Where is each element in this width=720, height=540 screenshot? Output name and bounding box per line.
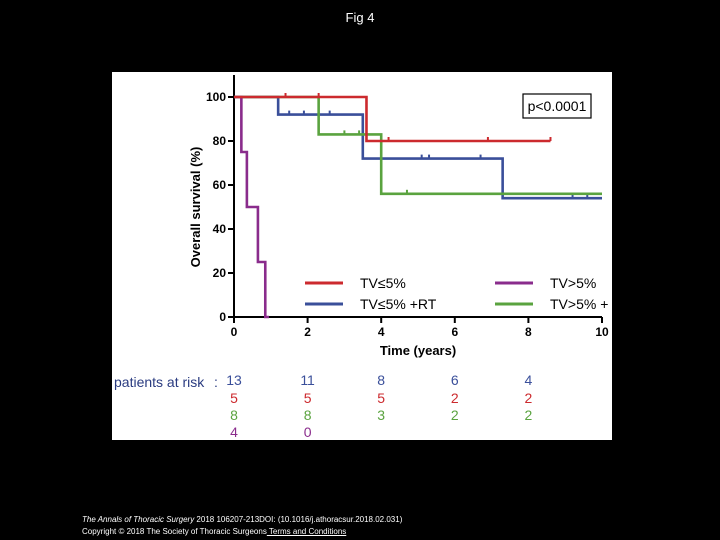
journal-name: The Annals of Thoracic Surgery <box>82 515 195 524</box>
legend-label: TV>5% <box>550 275 597 291</box>
risk-count: 2 <box>450 390 459 406</box>
y-tick-label: 20 <box>212 266 226 280</box>
risk-count: 8 <box>230 407 238 423</box>
y-tick-label: 80 <box>212 134 226 148</box>
risk-table-label: patients at risk <box>114 374 205 390</box>
x-axis-title: Time (years) <box>379 343 457 358</box>
y-tick-label: 60 <box>212 178 226 192</box>
copyright-line <box>82 526 402 538</box>
citation-text: 2018 106207-213DOI: (10.1016/j.athoracsur.2018.02.031) <box>194 515 403 524</box>
y-tick-label: 100 <box>205 90 226 104</box>
copyright-text: Copyright © 2018 The Society of Thoracic Surgeons <box>82 527 267 536</box>
x-tick-label: 10 <box>595 325 609 339</box>
risk-count: 5 <box>303 390 312 406</box>
x-tick-label: 0 <box>230 325 238 339</box>
risk-count: 8 <box>303 407 312 423</box>
risk-count: 2 <box>524 390 533 406</box>
series-line <box>234 97 269 317</box>
p-value-label: p<0.0001 <box>527 98 587 114</box>
survival-chart <box>112 72 631 440</box>
risk-count: 8 <box>377 372 386 388</box>
risk-count: 2 <box>524 407 533 423</box>
figure-title: Fig 4 <box>345 10 375 25</box>
risk-count: 3 <box>377 407 386 423</box>
risk-count: 6 <box>450 372 459 388</box>
footer <box>82 514 402 538</box>
terms-link[interactable]: Terms and Conditions <box>266 527 347 536</box>
risk-count: 4 <box>524 372 533 388</box>
x-tick-label: 2 <box>304 325 311 339</box>
risk-count: 4 <box>230 424 238 440</box>
x-tick-label: 6 <box>451 325 459 339</box>
risk-count: 5 <box>230 390 238 406</box>
y-tick-label: 0 <box>219 310 226 324</box>
risk-count: 0 <box>303 424 312 440</box>
legend-label: TV>5% + RT <box>550 296 631 312</box>
risk-table-separator: : <box>214 374 218 390</box>
risk-count: 13 <box>226 372 242 388</box>
y-tick-label: 40 <box>212 222 226 236</box>
risk-count: 2 <box>450 407 459 423</box>
citation-line <box>82 514 402 526</box>
y-axis-title: Overall survival (%) <box>188 146 203 268</box>
risk-count: 11 <box>300 372 315 388</box>
series-line <box>234 97 550 141</box>
risk-count: 5 <box>377 390 386 406</box>
chart-panel <box>112 72 631 440</box>
legend-label: TV≤5% <box>360 275 406 291</box>
x-tick-label: 4 <box>377 325 385 339</box>
legend-label: TV≤5% +RT <box>360 296 437 312</box>
x-tick-label: 8 <box>525 325 532 339</box>
